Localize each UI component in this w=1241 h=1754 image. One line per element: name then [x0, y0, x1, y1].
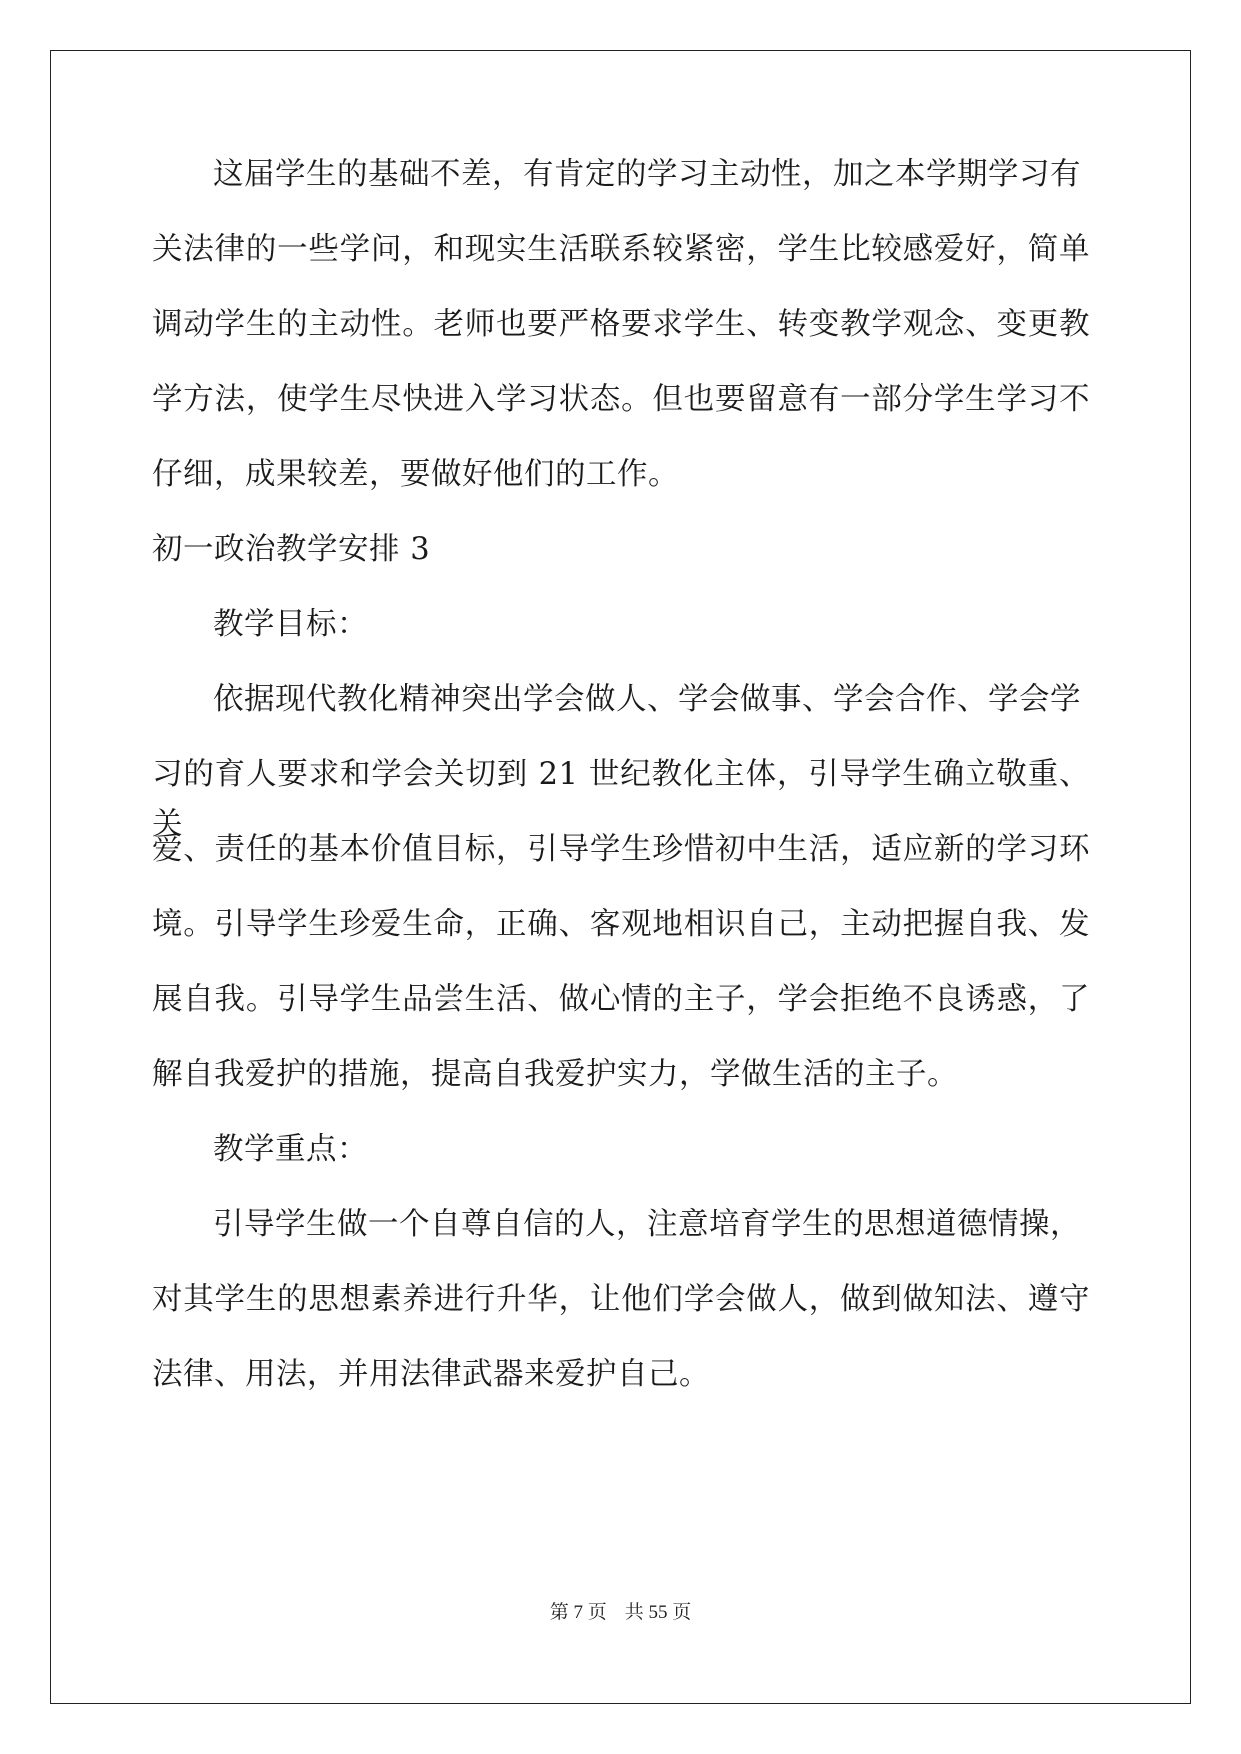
- paragraph-line: 解自我爱护的措施，提高自我爱护实力，学做生活的主子。: [152, 1057, 958, 1092]
- section-heading: 初一政治教学安排 3: [152, 532, 431, 567]
- page-border: [50, 50, 1191, 1704]
- paragraph-line: 对其学生的思想素养进行升华，让他们学会做人，做到做知法、遵守: [152, 1282, 1090, 1317]
- paragraph-line: 依据现代教化精神突出学会做人、学会做事、学会合作、学会学: [213, 682, 1081, 717]
- paragraph-line: 爱、责任的基本价值目标，引导学生珍惜初中生活，适应新的学习环: [152, 832, 1090, 867]
- paragraph-line: 引导学生做一个自尊自信的人，注意培育学生的思想道德情操，: [213, 1207, 1081, 1242]
- paragraph-line: 学方法，使学生尽快进入学习状态。但也要留意有一部分学生学习不: [152, 382, 1090, 417]
- paragraph-line: 境。引导学生珍爱生命，正确、客观地相识自己，主动把握自我、发: [152, 907, 1090, 942]
- paragraph-line: 这届学生的基础不差，有肯定的学习主动性，加之本学期学习有: [213, 157, 1081, 192]
- page-number-current: 第 7 页: [549, 1602, 607, 1623]
- page-number-total: 共 55 页: [624, 1602, 692, 1623]
- paragraph-line: 仔细，成果较差，要做好他们的工作。: [152, 457, 679, 492]
- page-footer: [0, 1597, 1241, 1624]
- paragraph-line: 调动学生的主动性。老师也要严格要求学生、转变教学观念、变更教: [152, 307, 1090, 342]
- paragraph-line: 展自我。引导学生品尝生活、做心情的主子，学会拒绝不良诱惑，了: [152, 982, 1090, 1017]
- paragraph-line: 关法律的一些学问，和现实生活联系较紧密，学生比较感爱好，简单: [152, 232, 1090, 267]
- paragraph-line: 习的育人要求和学会关切到 21 世纪教化主体，引导学生确立敬重、关: [152, 757, 1090, 842]
- subheading-teaching-focus: 教学重点：: [213, 1132, 368, 1167]
- subheading-teaching-goals: 教学目标：: [213, 607, 368, 642]
- paragraph-line: 法律、用法，并用法律武器来爱护自己。: [152, 1357, 710, 1392]
